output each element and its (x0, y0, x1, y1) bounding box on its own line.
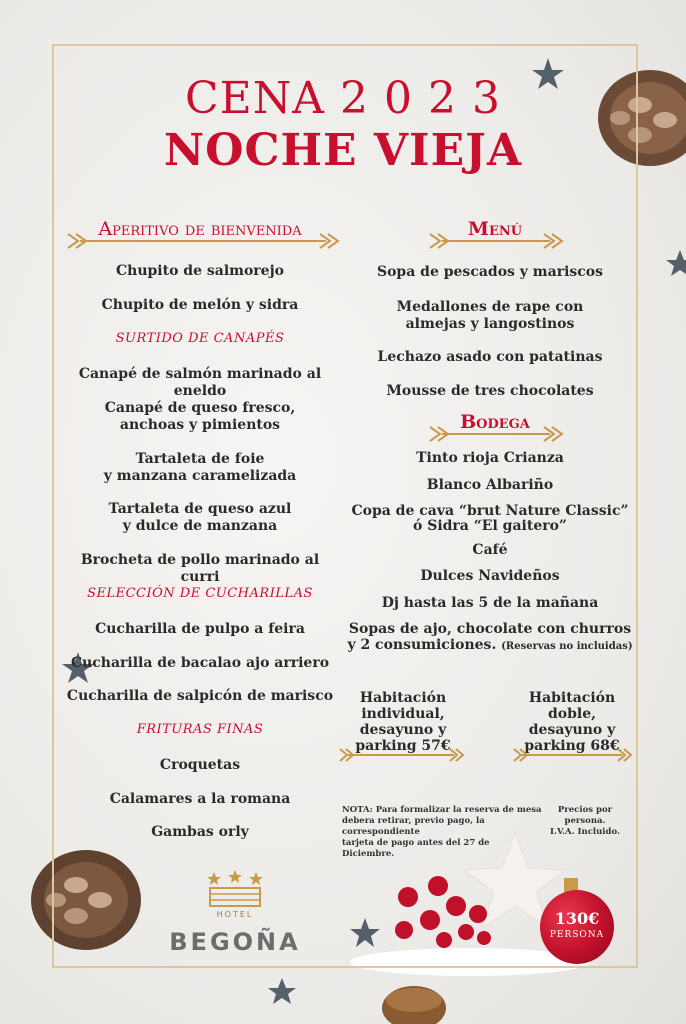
price-label: PERSONA (549, 930, 605, 940)
canape-item-5: Brocheta de pollo marinado al curri (80, 552, 320, 585)
canape-item-4b: y dulce de manzana (122, 518, 278, 534)
aperitivo-item-2: Chupito de melón y sidra (101, 297, 299, 313)
cucharilla-item-3: Cucharilla de salpicón de marisco (66, 688, 334, 704)
arrow-divider-room-double (512, 748, 632, 762)
room-single-line-1: Habitación (359, 690, 447, 706)
arrow-divider-menu (428, 232, 564, 250)
bodega-item-2: Blanco Albariño (426, 477, 554, 493)
star-bottom-2 (268, 978, 296, 1004)
frituras-heading: FRITURAS FINAS (136, 722, 264, 737)
bodega-item-7b-text: y 2 consumiciones. (347, 637, 497, 653)
reservas-note: (Reservas no incluidas) (501, 641, 633, 652)
bodega-item-1: Tinto rioja Crianza (416, 450, 564, 466)
bodega-item-7b (344, 637, 636, 655)
menu-item-1: Sopa de pescados y mariscos (376, 264, 604, 280)
canape-item-3a: Tartaleta de foie (135, 451, 265, 467)
reservation-note-line-3: tarjeta de pago antes del 27 de Diciembre. (342, 838, 490, 859)
menu-item-2b: almejas y langostinos (405, 316, 575, 332)
reservation-note (342, 805, 542, 860)
fritura-item-2: Calamares a la romana (109, 791, 291, 807)
reservation-note-line-1: NOTA: Para formalizar la reserva de mesa (342, 805, 542, 815)
bodega-heading: Bodega (460, 411, 530, 433)
canape-item-3b: y manzana caramelizada (103, 468, 297, 484)
bodega-item-6: Dj hasta las 5 de la mañana (381, 595, 599, 611)
star-right (666, 250, 686, 276)
cucharilla-item-1: Cucharilla de pulpo a feira (95, 621, 305, 637)
price-note-line-2: I.V.A. Incluido. (550, 827, 620, 837)
menu-item-3: Lechazo asado con patatinas (377, 349, 603, 365)
price-note-line-1: Precios por persona. (557, 805, 613, 826)
fritura-item-1: Croquetas (159, 757, 241, 773)
room-double-line-4: parking 68€ (524, 738, 620, 754)
hotel-logo-name: BEGOÑA (169, 928, 301, 956)
fritura-item-3: Gambas orly (151, 824, 249, 840)
room-double-line-2: doble, (547, 706, 596, 722)
bodega-item-4: Café (472, 542, 508, 558)
bodega-item-3a: Copa de cava “brut Nature Classic” (351, 503, 629, 519)
canapes-heading: SURTIDO DE CANAPÉS (115, 331, 285, 346)
bodega-item-3b: ó Sidra “El gaitero” (413, 518, 567, 534)
room-double-line-1: Habitación (528, 690, 616, 706)
price-amount: 130€ (554, 909, 600, 928)
canape-item-2a: Canapé de queso fresco, (104, 400, 296, 416)
arrow-divider-aperitivo (66, 232, 340, 250)
price-note (540, 805, 630, 838)
room-single-line-2: individual, (361, 706, 445, 722)
room-single-line-4: parking 57€ (355, 738, 451, 754)
room-double (522, 690, 622, 754)
menu-heading: Menú (467, 218, 523, 240)
aperitivo-item-1: Chupito de salmorejo (116, 263, 284, 279)
bodega-item-7a: Sopas de ajo, chocolate con churros (348, 621, 632, 637)
arrow-divider-bodega (428, 425, 564, 443)
room-single (348, 690, 458, 754)
acorn-bottom (382, 986, 446, 1024)
room-double-line-3: desayuno y (528, 722, 616, 738)
title-line-1: CENA 2 0 2 3 (185, 73, 501, 124)
room-single-line-3: desayuno y (359, 722, 447, 738)
arrow-divider-room-single (338, 748, 464, 762)
bodega-item-5: Dulces Navideños (420, 568, 560, 584)
menu-item-2a: Medallones de rape con (396, 299, 584, 315)
menu-item-4: Mousse de tres chocolates (386, 383, 594, 399)
cucharillas-heading: SELECCIÓN DE CUCHARILLAS (87, 586, 313, 601)
canape-item-2b: anchoas y pimientos (119, 417, 281, 433)
canape-item-4a: Tartaleta de queso azul (108, 501, 292, 517)
hotel-logo-small: HOTEL (216, 910, 254, 919)
reservation-note-line-2: debera retirar, previo pago, la correspondiente (342, 816, 485, 837)
canape-item-1: Canapé de salmón marinado al eneldo (78, 366, 322, 399)
title-line-2: NOCHE VIEJA (163, 125, 523, 176)
cucharilla-item-2: Cucharilla de bacalao ajo arriero (70, 655, 330, 671)
price-ornament (540, 890, 614, 964)
aperitivo-heading: Aperitivo de bienvenida (98, 218, 302, 240)
